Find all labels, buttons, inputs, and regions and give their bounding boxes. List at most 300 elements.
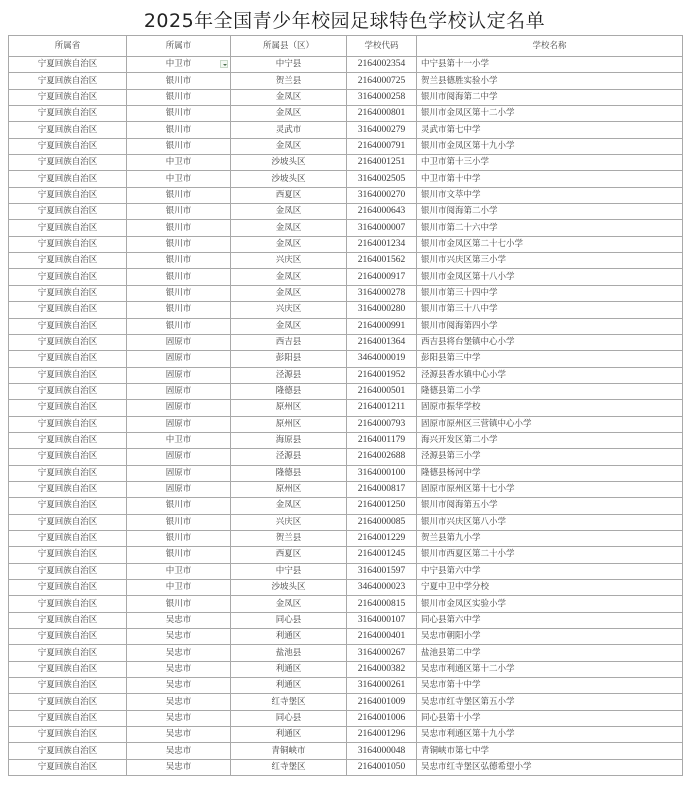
cell-county[interactable] xyxy=(231,710,347,726)
cell-school-code[interactable] xyxy=(347,400,417,416)
cell-province[interactable] xyxy=(9,351,127,367)
cell-county[interactable] xyxy=(231,678,347,694)
cell-county-text: 金凤区 xyxy=(275,108,302,119)
cell-school-code[interactable] xyxy=(347,743,417,759)
cell-county[interactable] xyxy=(231,138,347,154)
cell-province[interactable] xyxy=(9,710,127,726)
cell-school-name-text: 吴忠市朝阳小学 xyxy=(421,631,481,642)
cell-school-code[interactable] xyxy=(347,547,417,563)
cell-school-name[interactable] xyxy=(417,481,683,497)
cell-school-name-text: 西吉县将台堡镇中心小学 xyxy=(421,337,515,348)
cell-school-code[interactable] xyxy=(347,122,417,138)
cell-county-text: 红寺堡区 xyxy=(271,696,306,707)
cell-city[interactable] xyxy=(127,580,231,596)
cell-school-code[interactable] xyxy=(347,285,417,301)
cell-school-name[interactable] xyxy=(417,743,683,759)
cell-county[interactable] xyxy=(231,253,347,269)
cell-county-text: 彭阳县 xyxy=(275,353,302,364)
cell-school-code[interactable] xyxy=(347,302,417,318)
cell-school-name-text: 银川市兴庆区第三小学 xyxy=(421,255,507,266)
cell-school-name-text: 吴忠市红寺堡区第五小学 xyxy=(421,696,515,707)
cell-school-name[interactable] xyxy=(417,530,683,546)
cell-province[interactable] xyxy=(9,253,127,269)
cell-province[interactable] xyxy=(9,204,127,220)
table-row xyxy=(9,171,683,187)
cell-city[interactable] xyxy=(127,465,231,481)
cell-county-text: 贺兰县 xyxy=(275,75,302,86)
cell-city[interactable] xyxy=(127,530,231,546)
cell-school-code[interactable] xyxy=(347,187,417,203)
cell-province[interactable] xyxy=(9,759,127,775)
cell-school-code[interactable] xyxy=(347,367,417,383)
table-row xyxy=(9,122,683,138)
cell-school-code-text: 3164000279 xyxy=(357,124,406,135)
cell-school-code[interactable] xyxy=(347,171,417,187)
cell-city[interactable] xyxy=(127,759,231,775)
cell-school-code-text: 2164001229 xyxy=(357,533,406,544)
cell-city[interactable] xyxy=(127,514,231,530)
cell-city[interactable] xyxy=(127,596,231,612)
cell-city[interactable] xyxy=(127,743,231,759)
cell-school-name[interactable] xyxy=(417,416,683,432)
cell-province[interactable] xyxy=(9,596,127,612)
cell-province[interactable] xyxy=(9,580,127,596)
cell-school-name[interactable] xyxy=(417,580,683,596)
cell-city[interactable] xyxy=(127,400,231,416)
cell-city[interactable] xyxy=(127,727,231,743)
cell-county[interactable] xyxy=(231,204,347,220)
cell-province-text: 宁夏回族自治区 xyxy=(37,75,98,86)
cell-county[interactable] xyxy=(231,432,347,448)
cell-province-text: 宁夏回族自治区 xyxy=(37,500,98,511)
cell-school-name[interactable] xyxy=(417,187,683,203)
cell-county[interactable] xyxy=(231,743,347,759)
cell-province[interactable] xyxy=(9,449,127,465)
cell-school-name[interactable] xyxy=(417,710,683,726)
cell-county-text: 西吉县 xyxy=(275,337,302,348)
cell-city[interactable] xyxy=(127,334,231,350)
cell-city-text: 银川市 xyxy=(165,124,192,135)
cell-county[interactable] xyxy=(231,547,347,563)
cell-county-text: 沙坡头区 xyxy=(271,173,306,184)
cell-school-name[interactable] xyxy=(417,106,683,122)
cell-county-text: 兴庆区 xyxy=(275,304,302,315)
cell-city[interactable] xyxy=(127,285,231,301)
cell-school-name[interactable] xyxy=(417,596,683,612)
cell-county[interactable] xyxy=(231,351,347,367)
cell-county[interactable] xyxy=(231,530,347,546)
cell-county[interactable] xyxy=(231,645,347,661)
cell-school-code[interactable] xyxy=(347,530,417,546)
cell-city-text: 固原市 xyxy=(165,467,192,478)
cell-province[interactable] xyxy=(9,743,127,759)
cell-school-code[interactable] xyxy=(347,694,417,710)
cell-school-code-text: 2164001050 xyxy=(357,761,406,772)
cell-city[interactable] xyxy=(127,383,231,399)
cell-school-code[interactable] xyxy=(347,678,417,694)
cell-city-text: 中卫市 xyxy=(165,173,192,184)
cell-county[interactable] xyxy=(231,449,347,465)
cell-city[interactable] xyxy=(127,89,231,105)
cell-city[interactable] xyxy=(127,416,231,432)
cell-county[interactable] xyxy=(231,122,347,138)
cell-school-name-text: 银川市第二十六中学 xyxy=(421,222,498,233)
cell-province[interactable] xyxy=(9,547,127,563)
cell-county[interactable] xyxy=(231,187,347,203)
cell-school-code[interactable] xyxy=(347,204,417,220)
cell-province[interactable] xyxy=(9,106,127,122)
cell-city[interactable] xyxy=(127,645,231,661)
cell-city[interactable] xyxy=(127,351,231,367)
cell-province[interactable] xyxy=(9,367,127,383)
cell-county[interactable] xyxy=(231,661,347,677)
cell-city[interactable] xyxy=(127,236,231,252)
cell-province[interactable] xyxy=(9,432,127,448)
cell-province[interactable] xyxy=(9,465,127,481)
cell-province[interactable] xyxy=(9,498,127,514)
cell-county-text: 金凤区 xyxy=(275,238,302,249)
cell-province-text: 宁夏回族自治区 xyxy=(37,631,98,642)
cell-city[interactable] xyxy=(127,481,231,497)
cell-school-name[interactable] xyxy=(417,759,683,775)
cell-city[interactable] xyxy=(127,122,231,138)
cell-school-name[interactable] xyxy=(417,318,683,334)
cell-province[interactable] xyxy=(9,269,127,285)
cell-province[interactable] xyxy=(9,236,127,252)
header-city[interactable]: 所属市 xyxy=(127,36,231,57)
cell-county[interactable] xyxy=(231,629,347,645)
cell-province[interactable] xyxy=(9,416,127,432)
cell-county[interactable] xyxy=(231,514,347,530)
header-province[interactable]: 所属省 xyxy=(9,36,127,57)
cell-school-name[interactable] xyxy=(417,629,683,645)
cell-province[interactable] xyxy=(9,138,127,154)
cell-county[interactable] xyxy=(231,612,347,628)
cell-school-name-text: 银川市阅海第二中学 xyxy=(421,91,498,102)
cell-county[interactable] xyxy=(231,563,347,579)
header-school-code[interactable]: 学校代码 xyxy=(347,36,417,57)
cell-city[interactable] xyxy=(127,57,231,73)
cell-county[interactable] xyxy=(231,318,347,334)
cell-city[interactable] xyxy=(127,661,231,677)
table-body xyxy=(9,57,683,776)
cell-school-code[interactable] xyxy=(347,710,417,726)
cell-school-code[interactable] xyxy=(347,269,417,285)
cell-school-name[interactable] xyxy=(417,220,683,236)
cell-school-code-text: 2164001211 xyxy=(357,402,406,413)
cell-school-name[interactable] xyxy=(417,432,683,448)
cell-county[interactable] xyxy=(231,759,347,775)
table-row xyxy=(9,530,683,546)
table-row xyxy=(9,302,683,318)
cell-school-code-text: 2164000793 xyxy=(357,418,406,429)
cell-province[interactable] xyxy=(9,57,127,73)
cell-province[interactable] xyxy=(9,694,127,710)
cell-province[interactable] xyxy=(9,171,127,187)
cell-school-name[interactable] xyxy=(417,547,683,563)
cell-school-name[interactable] xyxy=(417,122,683,138)
cell-province[interactable] xyxy=(9,400,127,416)
cell-city-text: 银川市 xyxy=(165,598,192,609)
cell-county[interactable] xyxy=(231,465,347,481)
table-row xyxy=(9,155,683,171)
table-row xyxy=(9,269,683,285)
cell-county[interactable] xyxy=(231,171,347,187)
cell-school-name[interactable] xyxy=(417,498,683,514)
cell-school-code[interactable] xyxy=(347,514,417,530)
cell-school-code[interactable] xyxy=(347,645,417,661)
cell-school-name[interactable] xyxy=(417,73,683,89)
cell-city-text: 固原市 xyxy=(165,369,192,380)
cell-school-code[interactable] xyxy=(347,596,417,612)
cell-city[interactable] xyxy=(127,612,231,628)
cell-school-name[interactable] xyxy=(417,89,683,105)
cell-school-code[interactable] xyxy=(347,759,417,775)
cell-school-code[interactable] xyxy=(347,106,417,122)
cell-city[interactable] xyxy=(127,547,231,563)
cell-school-name[interactable] xyxy=(417,678,683,694)
cell-school-code-text: 2164000401 xyxy=(357,631,406,642)
cell-province[interactable] xyxy=(9,727,127,743)
cell-school-code[interactable] xyxy=(347,629,417,645)
cell-city[interactable] xyxy=(127,498,231,514)
cell-school-name-text: 固原市原州区第十七小学 xyxy=(421,484,515,495)
cell-school-code[interactable] xyxy=(347,318,417,334)
cell-school-name-text: 同心县第十小学 xyxy=(421,712,481,723)
cell-province-text: 宁夏回族自治区 xyxy=(37,59,98,70)
cell-county[interactable] xyxy=(231,57,347,73)
table-row xyxy=(9,710,683,726)
cell-province[interactable] xyxy=(9,302,127,318)
cell-city[interactable] xyxy=(127,563,231,579)
cell-school-code-text: 2164002688 xyxy=(357,451,406,462)
cell-province-text: 宁夏回族自治区 xyxy=(37,647,98,658)
cell-county[interactable] xyxy=(231,400,347,416)
cell-school-code[interactable] xyxy=(347,498,417,514)
cell-school-code-text: 2164000725 xyxy=(357,75,406,86)
cell-school-name-text: 银川市阅海第五小学 xyxy=(421,500,498,511)
cell-city[interactable] xyxy=(127,220,231,236)
cell-city-text: 银川市 xyxy=(165,222,192,233)
cell-school-name-text: 银川市金凤区第十八小学 xyxy=(421,271,515,282)
cell-school-name[interactable] xyxy=(417,514,683,530)
cell-school-code[interactable] xyxy=(347,89,417,105)
cell-city[interactable] xyxy=(127,710,231,726)
cell-province[interactable] xyxy=(9,220,127,236)
cell-school-code-text: 2164001251 xyxy=(357,157,406,168)
cell-county[interactable] xyxy=(231,155,347,171)
cell-school-code[interactable] xyxy=(347,661,417,677)
cell-county[interactable] xyxy=(231,596,347,612)
cell-county[interactable] xyxy=(231,416,347,432)
cell-school-code[interactable] xyxy=(347,220,417,236)
cell-school-code[interactable] xyxy=(347,383,417,399)
cell-county[interactable] xyxy=(231,481,347,497)
cell-city[interactable] xyxy=(127,318,231,334)
cell-county[interactable] xyxy=(231,269,347,285)
cell-province[interactable] xyxy=(9,318,127,334)
cell-province-text: 宁夏回族自治区 xyxy=(37,435,98,446)
cell-city[interactable] xyxy=(127,73,231,89)
cell-school-code-text: 3164000007 xyxy=(357,222,406,233)
cell-school-code[interactable] xyxy=(347,727,417,743)
cell-school-code[interactable] xyxy=(347,351,417,367)
table-row xyxy=(9,89,683,105)
cell-province[interactable] xyxy=(9,612,127,628)
cell-city[interactable] xyxy=(127,694,231,710)
cell-school-code[interactable] xyxy=(347,465,417,481)
cell-county[interactable] xyxy=(231,89,347,105)
cell-county[interactable] xyxy=(231,694,347,710)
cell-school-code[interactable] xyxy=(347,155,417,171)
cell-county-text: 泾源县 xyxy=(275,369,302,380)
cell-province[interactable] xyxy=(9,122,127,138)
cell-city[interactable] xyxy=(127,367,231,383)
table-row xyxy=(9,367,683,383)
cell-school-name[interactable] xyxy=(417,563,683,579)
cell-county[interactable] xyxy=(231,302,347,318)
cell-county[interactable] xyxy=(231,727,347,743)
cell-school-name[interactable] xyxy=(417,612,683,628)
cell-province[interactable] xyxy=(9,563,127,579)
cell-county-text: 金凤区 xyxy=(275,206,302,217)
cell-city[interactable] xyxy=(127,629,231,645)
cell-school-name[interactable] xyxy=(417,138,683,154)
table-row xyxy=(9,73,683,89)
cell-county[interactable] xyxy=(231,498,347,514)
cell-city[interactable] xyxy=(127,204,231,220)
table-row xyxy=(9,106,683,122)
cell-school-name[interactable] xyxy=(417,302,683,318)
cell-school-name[interactable] xyxy=(417,694,683,710)
cell-province[interactable] xyxy=(9,285,127,301)
schools-table xyxy=(8,35,683,776)
cell-city[interactable] xyxy=(127,269,231,285)
cell-city[interactable] xyxy=(127,106,231,122)
cell-school-code[interactable] xyxy=(347,236,417,252)
cell-city-text: 银川市 xyxy=(165,91,192,102)
table-row xyxy=(9,678,683,694)
cell-school-code-text: 2164001296 xyxy=(357,729,406,740)
cell-city-text: 银川市 xyxy=(165,304,192,315)
cell-province[interactable] xyxy=(9,514,127,530)
cell-school-name[interactable] xyxy=(417,155,683,171)
cell-school-name[interactable] xyxy=(417,661,683,677)
cell-province[interactable] xyxy=(9,73,127,89)
cell-province[interactable] xyxy=(9,155,127,171)
cell-school-code[interactable] xyxy=(347,416,417,432)
cell-school-name[interactable] xyxy=(417,236,683,252)
cell-city[interactable] xyxy=(127,302,231,318)
cell-province[interactable] xyxy=(9,89,127,105)
cell-school-code[interactable] xyxy=(347,73,417,89)
cell-county-text: 隆德县 xyxy=(275,386,302,397)
header-county[interactable]: 所属县（区） xyxy=(231,36,347,57)
cell-school-code-text: 2164000791 xyxy=(357,140,406,151)
cell-province-text: 宁夏回族自治区 xyxy=(37,745,98,756)
cell-county[interactable] xyxy=(231,285,347,301)
cell-city-text: 吴忠市 xyxy=(165,680,192,691)
cell-school-code-text: 2164001250 xyxy=(357,500,406,511)
cell-province[interactable] xyxy=(9,629,127,645)
cell-school-name[interactable] xyxy=(417,465,683,481)
cell-province[interactable] xyxy=(9,187,127,203)
cell-school-code-text: 3164000100 xyxy=(357,467,406,478)
cell-school-code[interactable] xyxy=(347,57,417,73)
cell-province[interactable] xyxy=(9,678,127,694)
cell-school-code-text: 2164000382 xyxy=(357,663,406,674)
cell-county[interactable] xyxy=(231,236,347,252)
cell-city[interactable] xyxy=(127,678,231,694)
cell-school-code[interactable] xyxy=(347,612,417,628)
header-school-name[interactable]: 学校名称 xyxy=(417,36,683,57)
cell-county[interactable] xyxy=(231,106,347,122)
cell-school-code[interactable] xyxy=(347,138,417,154)
cell-province[interactable] xyxy=(9,530,127,546)
cell-province[interactable] xyxy=(9,383,127,399)
cell-city[interactable] xyxy=(127,155,231,171)
cell-school-name[interactable] xyxy=(417,171,683,187)
cell-city-text: 中卫市 xyxy=(165,157,192,168)
cell-school-name[interactable] xyxy=(417,57,683,73)
cell-city[interactable] xyxy=(127,449,231,465)
cell-city[interactable] xyxy=(127,187,231,203)
cell-province[interactable] xyxy=(9,334,127,350)
cell-city[interactable] xyxy=(127,171,231,187)
cell-county[interactable] xyxy=(231,367,347,383)
cell-school-code[interactable] xyxy=(347,580,417,596)
cell-county[interactable] xyxy=(231,580,347,596)
cell-city-text: 固原市 xyxy=(165,484,192,495)
cell-city[interactable] xyxy=(127,432,231,448)
cell-school-name[interactable] xyxy=(417,253,683,269)
cell-city[interactable] xyxy=(127,253,231,269)
cell-county[interactable] xyxy=(231,220,347,236)
cell-school-name[interactable] xyxy=(417,285,683,301)
cell-school-name[interactable] xyxy=(417,449,683,465)
cell-city-text: 固原市 xyxy=(165,353,192,364)
cell-county[interactable] xyxy=(231,383,347,399)
cell-city-text: 银川市 xyxy=(165,516,192,527)
table-row xyxy=(9,285,683,301)
cell-school-name[interactable] xyxy=(417,645,683,661)
cell-school-name[interactable] xyxy=(417,269,683,285)
table-row xyxy=(9,187,683,203)
cell-province[interactable] xyxy=(9,645,127,661)
cell-school-code[interactable] xyxy=(347,563,417,579)
cell-school-name[interactable] xyxy=(417,367,683,383)
cell-school-name[interactable] xyxy=(417,727,683,743)
cell-county[interactable] xyxy=(231,334,347,350)
cell-school-code[interactable] xyxy=(347,334,417,350)
cell-city[interactable] xyxy=(127,138,231,154)
cell-province[interactable] xyxy=(9,661,127,677)
cell-school-code[interactable] xyxy=(347,432,417,448)
cell-school-name[interactable] xyxy=(417,383,683,399)
cell-school-name[interactable] xyxy=(417,400,683,416)
cell-school-code[interactable] xyxy=(347,449,417,465)
cell-school-name[interactable] xyxy=(417,351,683,367)
cell-school-name-text: 隆德县第二小学 xyxy=(421,386,481,397)
cell-school-code[interactable] xyxy=(347,481,417,497)
cell-school-code[interactable] xyxy=(347,253,417,269)
cell-school-code-text: 3164000048 xyxy=(357,745,406,756)
cell-school-name[interactable] xyxy=(417,204,683,220)
cell-province[interactable] xyxy=(9,481,127,497)
cell-school-name[interactable] xyxy=(417,334,683,350)
dropdown-arrow-icon[interactable] xyxy=(220,60,228,68)
cell-county[interactable] xyxy=(231,73,347,89)
